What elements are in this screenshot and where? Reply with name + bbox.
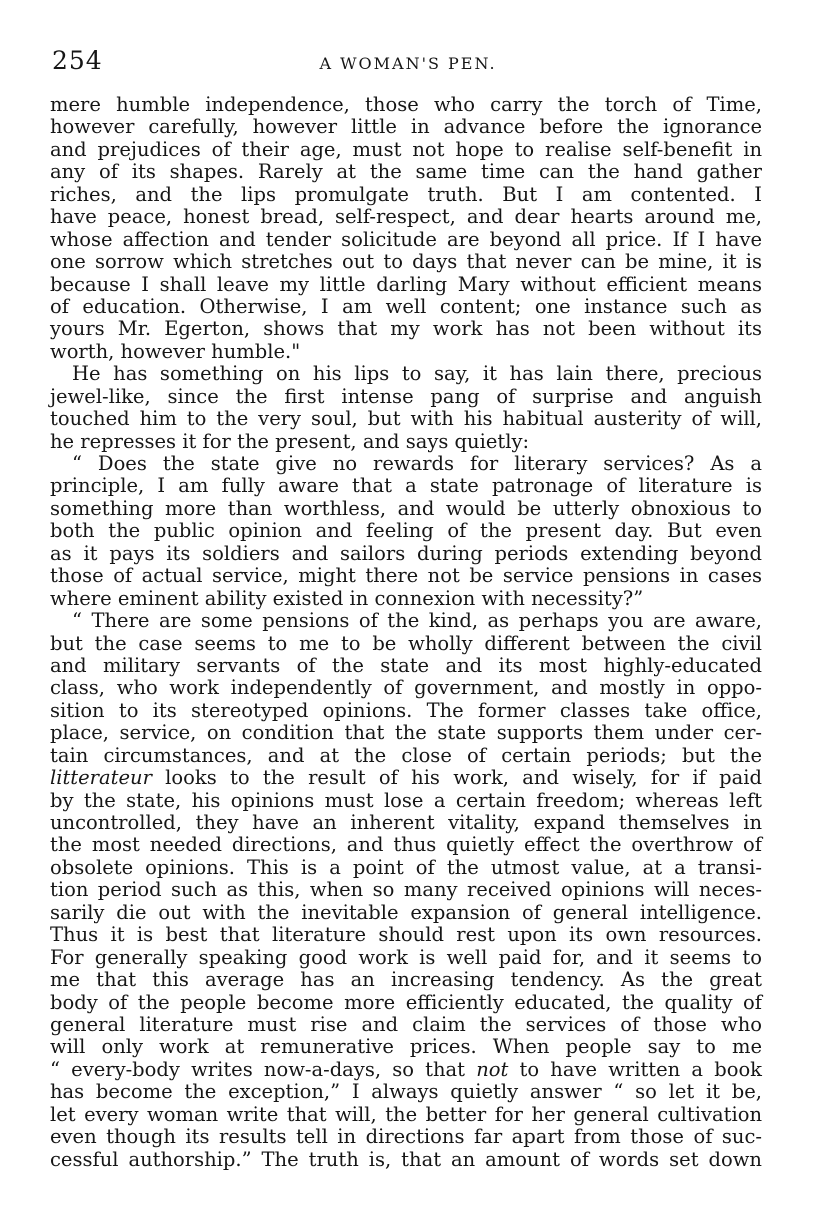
text-line: both the public opinion and feeling of the present day. But even bbox=[50, 519, 762, 543]
paragraph-end-line: worth, however humble." bbox=[50, 339, 301, 363]
text-line: any of its shapes. Rarely at the same time can the hand gather bbox=[50, 160, 762, 184]
paragraph-start-line: “ Does the state give no rewards for literary services? As a bbox=[72, 452, 762, 475]
paragraph-end-line: he represses it for the present, and says quietly: bbox=[50, 429, 530, 453]
text-line: as it pays its soldiers and sailors during periods extending beyond bbox=[50, 541, 762, 565]
text-line: and prejudices of their age, must not hope to realise self-benefit in bbox=[50, 137, 762, 161]
text-line: whose affection and tender solicitude are beyond all price. If I have bbox=[50, 227, 762, 251]
text-line: For generally speaking good work is well paid for, and it seems to bbox=[50, 945, 762, 969]
paragraph-start-line: “ There are some pensions of the kind, as perhaps you are aware, bbox=[72, 609, 762, 633]
page-number: 254 bbox=[52, 46, 103, 75]
text-line: even though its results tell in directions far apart from those of suc- bbox=[50, 1125, 762, 1149]
text-line: and military servants of the state and its most highly-educated bbox=[50, 653, 762, 677]
paragraph-start-line: He has something on his lips to say, it has lain there, precious bbox=[72, 362, 762, 386]
text-line: however carefully, however little in advance before the ignorance bbox=[50, 115, 762, 139]
text-line-italic-start: litterateur looks to the result of his work, and wisely, for if paid bbox=[50, 766, 762, 790]
text-line: but the case seems to me to be wholly different between the civil bbox=[50, 631, 762, 655]
text-line: place, service, on condition that the state supports them under cer- bbox=[50, 721, 762, 745]
text-line: will only work at remunerative prices. When people say to me bbox=[50, 1035, 762, 1059]
body-text bbox=[50, 94, 762, 1171]
text-line: general literature must rise and claim the services of those who bbox=[50, 1012, 762, 1036]
text-line: body of the people become more efficiently educated, the quality of bbox=[50, 990, 762, 1014]
text-line: jewel-like, since the first intense pang of surprise and anguish bbox=[50, 384, 762, 408]
text-line: of education. Otherwise, I am well content; one instance such as bbox=[50, 294, 762, 318]
text-line: yours Mr. Egerton, shows that my work has not been without its bbox=[50, 317, 762, 341]
text-line: class, who work independently of government, and mostly in oppo- bbox=[50, 676, 762, 700]
text-line: one sorrow which stretches out to days that never can be mine, it is bbox=[50, 250, 762, 274]
page-header bbox=[52, 46, 764, 78]
text-line: obsolete opinions. This is a point of the utmost value, at a transi- bbox=[50, 855, 762, 879]
text-line: tain circumstances, and at the close of certain periods; but the bbox=[50, 743, 762, 767]
text-line: riches, and the lips promulgate truth. But I am contented. I bbox=[50, 182, 762, 206]
text-line: those of actual service, might there not be service pensions in cases bbox=[50, 564, 762, 588]
italic-word: litterateur bbox=[50, 766, 152, 790]
text-line: something more than worthless, and would be utterly obnoxious to bbox=[50, 496, 762, 520]
text-line: Thus it is best that literature should rest upon its own resources. bbox=[50, 923, 762, 947]
italic-word: not bbox=[476, 1057, 509, 1081]
text-line: has become the exception,” I always quietly answer “ so let it be, bbox=[50, 1080, 762, 1104]
text-line: let every woman write that will, the better for her general cultivation bbox=[50, 1102, 762, 1126]
text-line: have peace, honest bread, self-respect, and dear hearts around me, bbox=[50, 205, 762, 229]
text-line: “ every-body writes now-a-days, so that not to have written a book bbox=[50, 1057, 762, 1081]
running-title: A WOMAN'S PEN. bbox=[319, 54, 497, 73]
text-line: sition to its stereotyped opinions. The former classes take office, bbox=[50, 698, 762, 722]
text-line: uncontrolled, they have an inherent vitality, expand themselves in bbox=[50, 811, 762, 834]
text-line: me that this average has an increasing tendency. As the great bbox=[50, 968, 762, 992]
paragraph-end-line: where eminent ability existed in connexion with necessity?” bbox=[50, 586, 644, 610]
text-line: touched him to the very soul, but with his habitual austerity of will, bbox=[50, 407, 762, 431]
text-line: tion period such as this, when so many received opinions will neces- bbox=[50, 878, 762, 902]
text-line: mere humble independence, those who carry the torch of Time, bbox=[50, 93, 762, 116]
text-line: sarily die out with the inevitable expansion of general intelligence. bbox=[50, 900, 762, 924]
text-line: by the state, his opinions must lose a certain freedom; whereas left bbox=[50, 788, 762, 812]
text-line: because I shall leave my little darling Mary without efficient means bbox=[50, 272, 762, 296]
text-line: the most needed directions, and thus quietly effect the overthrow of bbox=[50, 833, 762, 857]
text-line: principle, I am fully aware that a state patronage of literature is bbox=[50, 474, 762, 498]
text-line: cessful authorship.” The truth is, that an amount of words set down bbox=[50, 1147, 762, 1171]
